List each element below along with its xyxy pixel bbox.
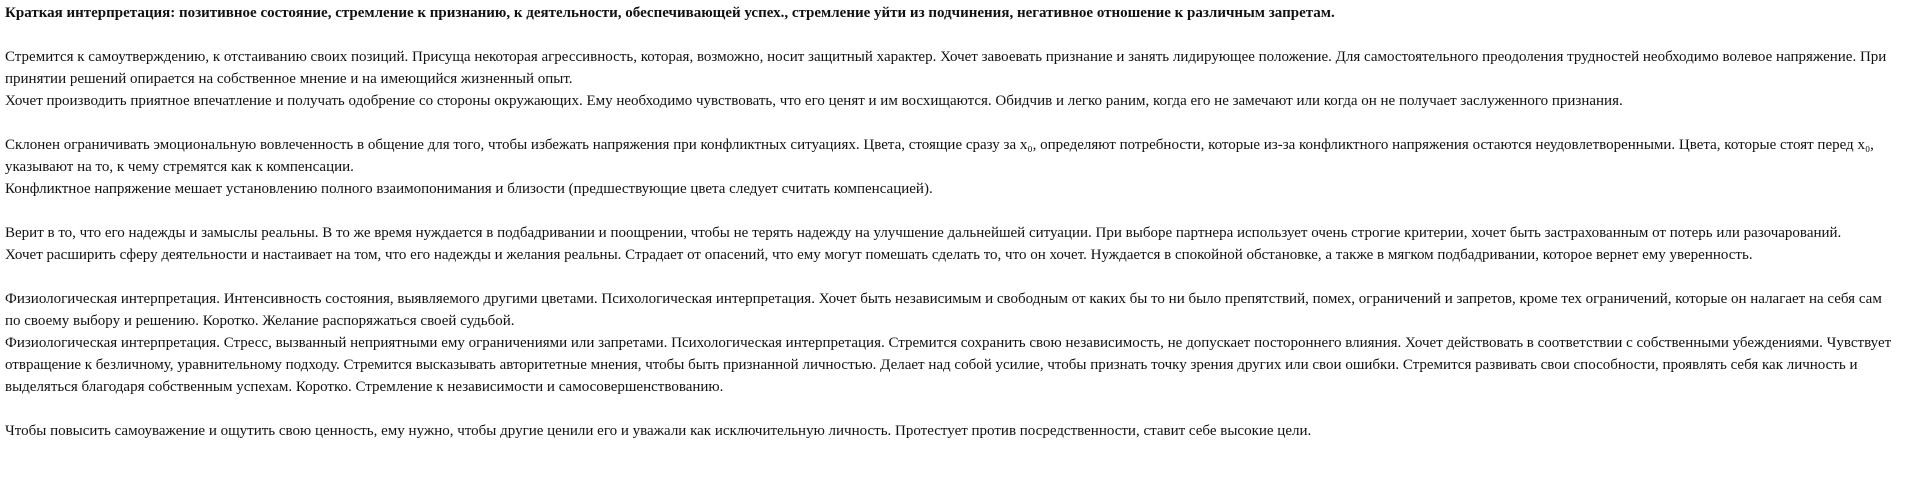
paragraph: Физиологическая интерпретация. Интенсивность состояния, выявляемого другими цветами. Психологическая интерпретация. Хочет быть независимым и свободным от каких бы то ни было препятствий, помех, ограничений и запретов, кроме тех ограничений, которые он налагает на себя сам по своему выбору и решению. Коротко. Желание распоряжаться своей судьбой.	[5, 291, 1882, 329]
paragraph-block-self-assertion	[5, 46, 1899, 112]
paragraph-block-conflict	[5, 134, 1899, 200]
paragraph: Склонен ограничивать эмоциональную вовлеченность в общение для того, чтобы избежать напряжения при конфликтных ситуациях. Цвета, стоящие сразу за x₀, определяют потребности, которые из-за конфликтного напряжения остаются неудовлетворенными. Цвета, которые стоят перед x₀, указывают на то, к чему стремятся как к компенсации.	[5, 137, 1874, 175]
paragraph: Хочет расширить сферу деятельности и настаивает на том, что его надежды и желания реальны. Страдает от опасений, что ему могут помешать сделать то, что он хочет. Нуждается в спокойной обстановке, а также в мягком подбадривании, которое вернет ему уверенность.	[5, 247, 1753, 263]
paragraph: Стремится к самоутверждению, к отстаиванию своих позиций. Присуща некоторая агрессивность, которая, возможно, носит защитный характер. Хочет завоевать признание и занять лидирующее положение. Для самостоятельного преодоления трудностей необходимо волевое напряжение. При принятии решений опирается на собственное мнение и на имеющийся жизненный опыт.	[5, 49, 1887, 87]
paragraph: Верит в то, что его надежды и замыслы реальны. В то же время нуждается в подбадривании и поощрении, чтобы не терять надежду на улучшение дальнейшей ситуации. При выборе партнера использует очень строгие критерии, хочет быть застрахованным от потерь или разочарований.	[5, 225, 1842, 241]
paragraph-block-self-esteem	[5, 420, 1899, 442]
paragraph: Физиологическая интерпретация. Стресс, вызванный неприятными ему ограничениями или запретами. Психологическая интерпретация. Стремится сохранить свою независимость, не допускает постороннего влияния. Хочет действовать в соответствии с собственными убеждениями. Чувствует отвращение к безличному, уравнительному подходу. Стремится высказывать авторитетные мнения, чтобы быть признанной личностью. Делает над собой усилие, чтобы признать точку зрения других или свои ошибки. Стремится развивать свои способности, проявлять себя как личность и выделяться благодаря собственным успехам. Коротко. Стремление к независимости и самосовершенствованию.	[5, 335, 1892, 395]
interpretation-document	[0, 2, 1909, 494]
summary-heading: Краткая интерпретация: позитивное состояние, стремление к признанию, к деятельности, обеспечивающей успех., стремление уйти из подчинения, негативное отношение к различным запретам.	[5, 5, 1335, 21]
paragraph-block-independence	[5, 288, 1899, 398]
paragraph: Конфликтное напряжение мешает установлению полного взаимопонимания и близости (предшествующие цвета следует считать компенсацией).	[5, 181, 933, 197]
paragraph: Чтобы повысить самоуважение и ощутить свою ценность, ему нужно, чтобы другие ценили его и уважали как исключительную личность. Протестует против посредственности, ставит себе высокие цели.	[5, 423, 1312, 439]
paragraph: Хочет производить приятное впечатление и получать одобрение со стороны окружающих. Ему необходимо чувствовать, что его ценят и им восхищаются. Обидчив и легко раним, когда его не замечают или когда он не получает заслуженного признания.	[5, 93, 1623, 109]
paragraph-block-hopes	[5, 222, 1899, 266]
